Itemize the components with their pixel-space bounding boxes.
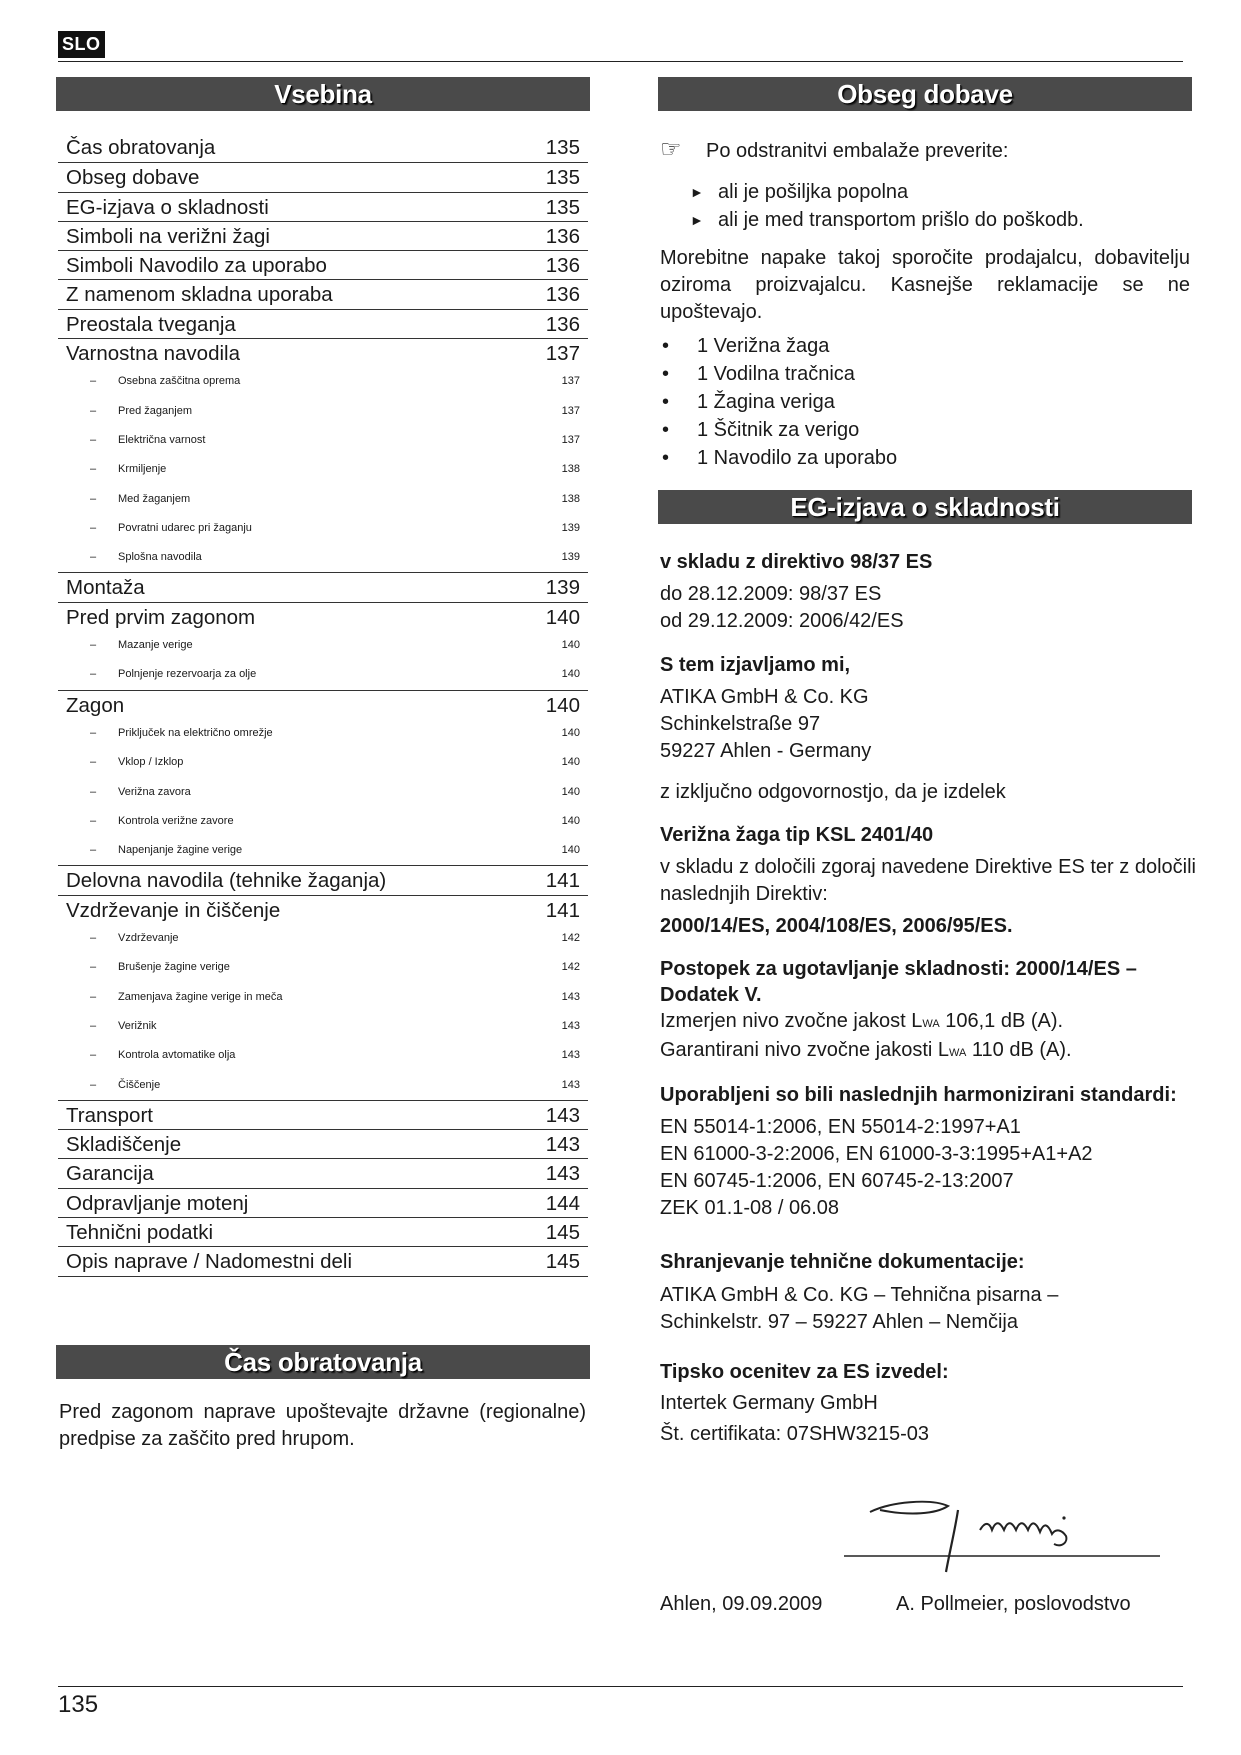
company-line: ATIKA GmbH & Co. KG <box>660 686 869 708</box>
toc-page: 142 <box>561 961 580 974</box>
signatory: A. Pollmeier, poslovodstvo <box>896 1593 1131 1615</box>
toc-label: – Zamenjava žagine verige in meča <box>90 983 282 1012</box>
toc-page: 145 <box>545 1250 580 1274</box>
toc-row[interactable] <box>58 192 588 221</box>
toc-page: 141 <box>545 898 580 922</box>
delivery-item: • 1 Verižna žaga <box>660 332 1190 360</box>
we-declare: S tem izjavljamo mi, <box>660 654 851 676</box>
toc-page: 140 <box>561 726 580 739</box>
toc-page: 135 <box>545 195 580 219</box>
toc-label: Skladiščenje <box>66 1133 182 1157</box>
toc-page: 140 <box>545 693 580 717</box>
standards-heading: Uporabljeni so bili naslednjih harmonizirani standardi: <box>660 1084 1177 1106</box>
delivery-check: ► ali je pošiljka popolna <box>660 178 1190 206</box>
toc-label: Vzdrževanje in čiščenje <box>66 898 281 922</box>
toc-page: 139 <box>561 551 580 564</box>
toc-row[interactable] <box>58 1012 588 1041</box>
storage-line: Schinkelstr. 97 – 59227 Ahlen – Nemčija <box>660 1311 1018 1333</box>
delivery-item: • 1 Žagina veriga <box>660 388 1190 416</box>
toc-page: 139 <box>561 521 580 534</box>
toc-page: 135 <box>545 136 580 159</box>
toc-row[interactable] <box>58 250 588 279</box>
toc-label: Simboli Navodilo za uporabo <box>66 254 327 278</box>
measured-noise: Izmerjen nivo zvočne jakost LWA 106,1 dB (A). <box>660 1010 1064 1032</box>
toc-label: – Kontrola avtomatike olja <box>90 1041 235 1070</box>
signature-image <box>840 1490 1170 1580</box>
toc-page: 144 <box>545 1191 580 1215</box>
delivery-intro-line <box>660 138 1190 165</box>
directive-heading: v skladu z direktivo 98/37 ES <box>660 551 933 573</box>
language-badge: SLO <box>58 31 105 58</box>
toc-label: – Priključek na električno omrežje <box>90 719 273 748</box>
toc-row[interactable] <box>58 953 588 982</box>
toc-label: – Brušenje žagine verige <box>90 953 230 982</box>
toc-label: Pred prvim zagonom <box>66 605 256 629</box>
delivery-heading: Obseg dobave <box>658 77 1192 111</box>
toc-row[interactable] <box>58 778 588 807</box>
pointing-hand-icon: ☞ <box>660 136 682 163</box>
toc-label: – Povratni udarec pri žaganju <box>90 514 252 543</box>
toc-label: Garancija <box>66 1162 154 1186</box>
directive-line: do 28.12.2009: 98/37 ES <box>660 583 882 605</box>
place-date: Ahlen, 09.09.2009 <box>660 1593 823 1615</box>
declaration-heading: EG-izjava o skladnosti <box>658 490 1192 524</box>
toc-row[interactable] <box>58 1188 588 1217</box>
provisions-text: v skladu z določili zgoraj navedene Direktive ES ter z določili naslednjih Direktiv: <box>660 856 1196 905</box>
procedure-heading: Postopek za ugotavljanje skladnosti: 2000/14/ES – <box>660 958 1137 980</box>
toc-page: 140 <box>561 668 580 681</box>
toc-page: 135 <box>545 166 580 190</box>
toc-page: 138 <box>561 463 580 476</box>
toc-row[interactable] <box>58 660 588 689</box>
toc-label: Opis naprave / Nadomestni deli <box>66 1250 353 1274</box>
directives-list: 2000/14/ES, 2004/108/ES, 2006/95/ES. <box>660 915 1013 937</box>
toc-label: Zagon <box>66 693 125 717</box>
toc-label: – Mazanje verige <box>90 631 193 660</box>
toc-label: Obseg dobave <box>66 166 200 190</box>
delivery-section <box>660 138 1190 472</box>
toc-label: Transport <box>66 1103 153 1127</box>
standard-line: EN 60745-1:2006, EN 60745-2-13:2007 <box>660 1170 1014 1192</box>
toc-row[interactable] <box>58 279 588 308</box>
toc-row[interactable] <box>58 455 588 484</box>
toc-page: 136 <box>545 312 580 336</box>
toc-label: Z namenom skladna uporaba <box>66 283 333 307</box>
toc-row[interactable] <box>58 309 588 338</box>
procedure-heading-annex: Dodatek V. <box>660 984 762 1006</box>
toc-page: 136 <box>545 283 580 307</box>
header-rule <box>58 61 1183 62</box>
toc-row[interactable] <box>58 1246 588 1275</box>
toc-page: 137 <box>561 404 580 417</box>
toc-row[interactable] <box>58 602 588 631</box>
toc-page: 143 <box>561 1049 580 1062</box>
toc-row[interactable] <box>58 807 588 836</box>
responsibility-text: z izključno odgovornostjo, da je izdelek <box>660 781 1006 803</box>
toc-row[interactable] <box>58 397 588 426</box>
toc-label: – Vzdrževanje <box>90 924 179 953</box>
toc-row[interactable] <box>58 514 588 543</box>
toc-row[interactable] <box>58 426 588 455</box>
toc-label: – Verižnik <box>90 1012 157 1041</box>
toc-label: – Krmiljenje <box>90 455 166 484</box>
storage-line: ATIKA GmbH & Co. KG – Tehnična pisarna – <box>660 1284 1059 1306</box>
toc-page: 139 <box>545 576 580 600</box>
delivery-intro: Po odstranitvi embalaže preverite: <box>706 140 1009 162</box>
toc-row[interactable] <box>58 1071 588 1100</box>
toc-row[interactable] <box>58 748 588 777</box>
toc-heading: Vsebina <box>56 77 590 111</box>
toc-page: 140 <box>561 639 580 652</box>
toc-page: 143 <box>545 1133 580 1157</box>
toc-page: 145 <box>545 1220 580 1244</box>
certificate-number: Št. certifikata: 07SHW3215-03 <box>660 1423 930 1445</box>
toc-row[interactable] <box>58 895 588 924</box>
company-line: Schinkelstraße 97 <box>660 713 821 735</box>
toc-label: – Čiščenje <box>90 1071 160 1100</box>
toc-label: – Osebna zaščitna oprema <box>90 367 240 396</box>
toc-label: Tehnični podatki <box>66 1220 214 1244</box>
toc-label: – Kontrola verižne zavore <box>90 807 234 836</box>
toc-row[interactable] <box>58 631 588 660</box>
toc-row[interactable] <box>58 719 588 748</box>
toc-label: – Polnjenje rezervoarja za olje <box>90 660 256 689</box>
toc-label: Montaža <box>66 576 145 600</box>
toc-row[interactable] <box>58 133 588 162</box>
toc-row[interactable] <box>58 1217 588 1246</box>
toc-row[interactable] <box>58 367 588 396</box>
toc-row[interactable] <box>58 572 588 601</box>
toc-label: – Splošna navodila <box>90 543 202 572</box>
toc-row[interactable] <box>58 924 588 953</box>
toc-row[interactable] <box>58 836 588 865</box>
delivery-check: ► ali je med transportom prišlo do poškodb. <box>660 206 1190 234</box>
toc-page: 143 <box>561 990 580 1003</box>
toc-label: – Med žaganjem <box>90 485 190 514</box>
toc-row[interactable] <box>58 1100 588 1129</box>
standard-line: EN 55014-1:2006, EN 55014-2:1997+A1 <box>660 1116 1021 1138</box>
delivery-item: • 1 Vodilna tračnica <box>660 360 1190 388</box>
toc-row[interactable] <box>58 485 588 514</box>
toc-page: 142 <box>561 932 580 945</box>
toc-row[interactable] <box>58 983 588 1012</box>
toc-row[interactable] <box>58 1041 588 1070</box>
toc-row[interactable] <box>58 1129 588 1158</box>
standard-line: ZEK 01.1-08 / 06.08 <box>660 1197 840 1219</box>
toc-page: 140 <box>561 785 580 798</box>
toc-row[interactable] <box>58 1158 588 1187</box>
guaranteed-noise: Garantirani nivo zvočne jakosti LWA 110 dB (A). <box>660 1039 1072 1061</box>
toc-label: – Električna varnost <box>90 426 205 455</box>
product-name: Verižna žaga tip KSL 2401/40 <box>660 824 934 846</box>
toc-label: – Vklop / Izklop <box>90 748 183 777</box>
toc-page: 136 <box>545 254 580 278</box>
standard-line: EN 61000-3-2:2006, EN 61000-3-3:1995+A1+A2 <box>660 1143 1093 1165</box>
toc-row[interactable] <box>58 690 588 719</box>
operating-time-heading: Čas obratovanja <box>56 1345 590 1379</box>
type-line: Intertek Germany GmbH <box>660 1392 878 1414</box>
toc-page: 140 <box>561 756 580 769</box>
toc-page: 143 <box>545 1162 580 1186</box>
toc-row[interactable] <box>58 162 588 191</box>
company-line: 59227 Ahlen - Germany <box>660 740 872 762</box>
toc-row[interactable] <box>58 338 588 367</box>
toc-label: Preostala tveganja <box>66 312 236 336</box>
toc-row[interactable] <box>58 543 588 572</box>
table-of-contents <box>58 133 588 1277</box>
toc-label: Odpravljanje motenj <box>66 1191 249 1215</box>
toc-page: 143 <box>561 1019 580 1032</box>
footer-rule <box>58 1686 1183 1687</box>
toc-page: 137 <box>545 342 580 366</box>
toc-label: – Pred žaganjem <box>90 397 192 426</box>
toc-row[interactable] <box>58 221 588 250</box>
toc-page: 138 <box>561 492 580 505</box>
delivery-item: • 1 Navodilo za uporabo <box>660 444 1190 472</box>
toc-page: 141 <box>545 869 580 893</box>
toc-label: Delovna navodila (tehnike žaganja) <box>66 869 387 893</box>
toc-page: 143 <box>545 1103 580 1127</box>
delivery-notice: Morebitne napake takoj sporočite prodajalcu, dobavitelju oziroma proizvajalcu. Kasnejše reklamacije se ne upoštevajo. <box>660 247 1190 323</box>
delivery-item: • 1 Ščitnik za verigo <box>660 416 1190 444</box>
toc-label: Čas obratovanja <box>66 136 216 159</box>
toc-page: 140 <box>561 814 580 827</box>
toc-page: 143 <box>561 1078 580 1091</box>
storage-heading: Shranjevanje tehnične dokumentacije: <box>660 1251 1025 1273</box>
toc-page: 137 <box>561 433 580 446</box>
declaration-section <box>660 549 1196 1448</box>
toc-page: 140 <box>545 605 580 629</box>
directive-line: od 29.12.2009: 2006/42/ES <box>660 610 904 632</box>
toc-page: 137 <box>561 375 580 388</box>
toc-label: – Napenjanje žagine verige <box>90 836 242 865</box>
toc-label: EG-izjava o skladnosti <box>66 195 269 219</box>
page-number: 135 <box>58 1691 99 1718</box>
toc-page: 136 <box>545 224 580 248</box>
toc-label: – Verižna zavora <box>90 778 191 807</box>
toc-label: Simboli na verižni žagi <box>66 224 270 248</box>
operating-time-text: Pred zagonom naprave upoštevajte državne (regionalne) predpise za zaščito pred hrupom. <box>59 1401 586 1450</box>
toc-label: Varnostna navodila <box>66 342 240 366</box>
toc-row[interactable] <box>58 865 588 894</box>
toc-page: 140 <box>561 844 580 857</box>
type-heading: Tipsko ocenitev za ES izvedel: <box>660 1361 949 1383</box>
